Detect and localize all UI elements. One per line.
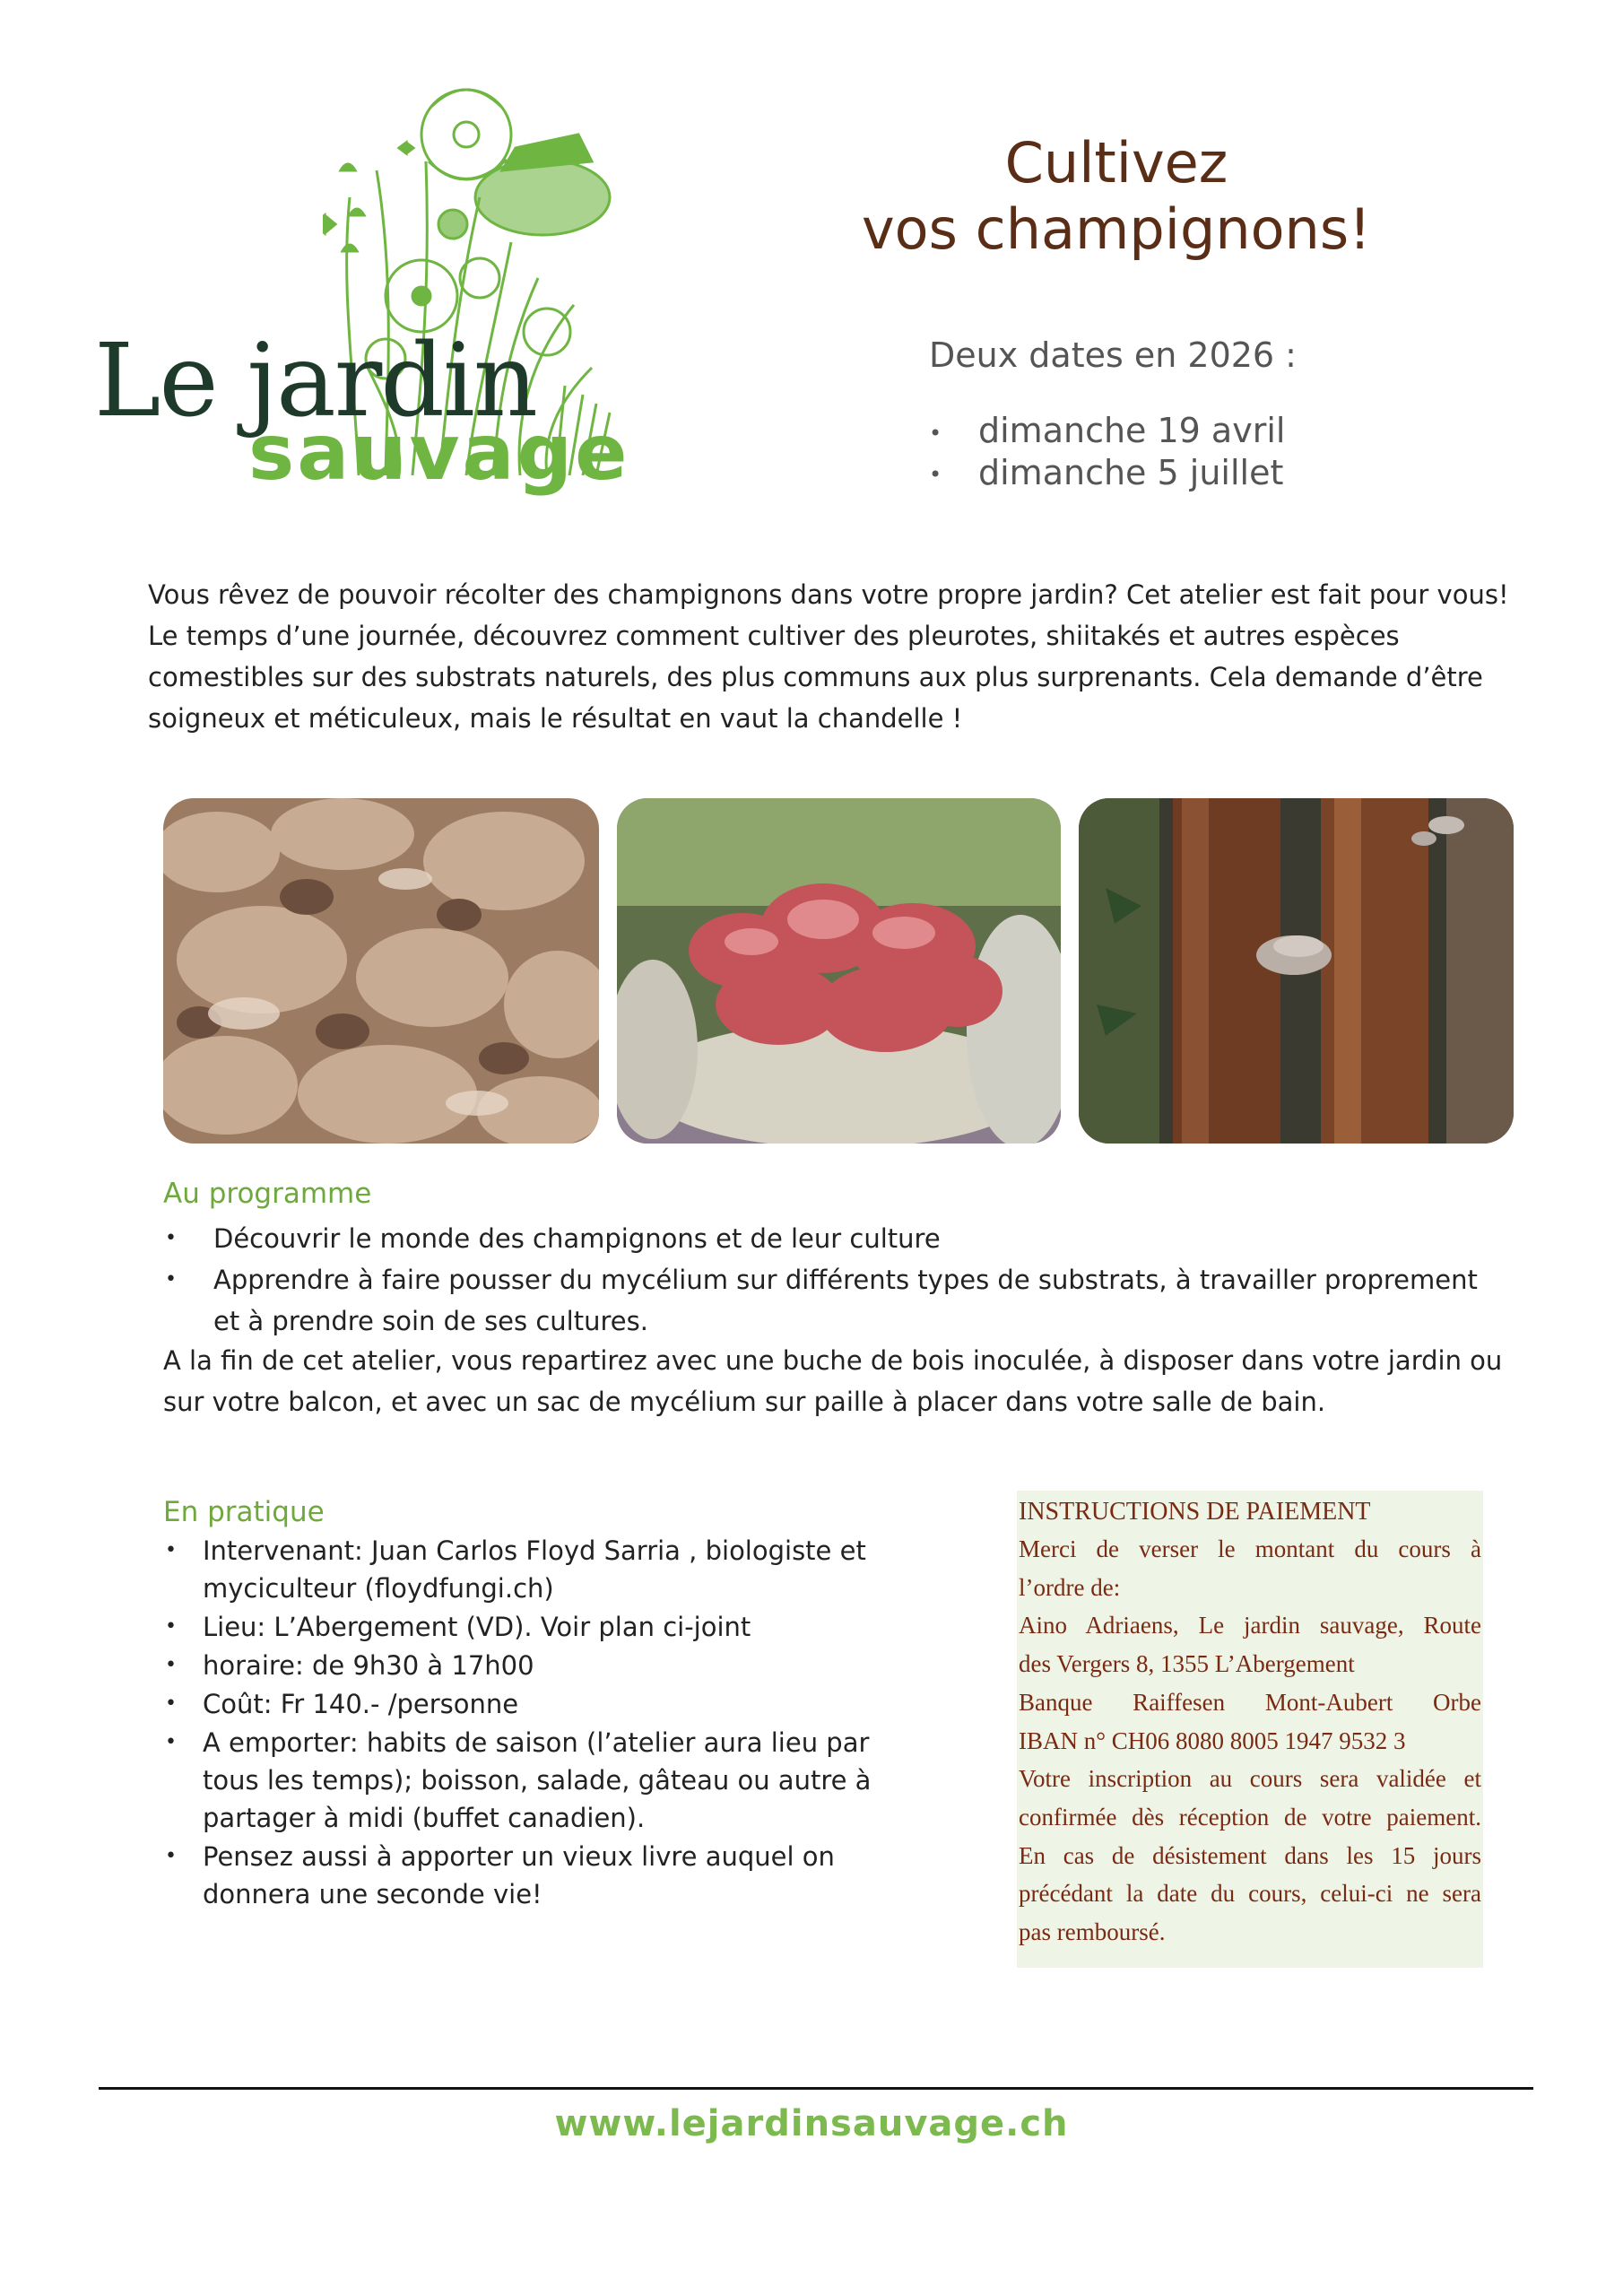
intro-paragraph: Vous rêvez de pouvoir récolter des champignons dans votre propre jardin? Cet atelier est fait pour vous! Le temps d’une journée, découvrez comment cultiver des pleurotes, shiitakés et autres espèces comestibles sur des substrats naturels, des plus communs aux plus surprenants. Cela demande d’être soigneux et méticuleux, mais le résultat en vaut la chandelle !	[148, 579, 1509, 734]
bullet-icon: •	[165, 1731, 177, 1753]
programme-heading: Au programme	[163, 1178, 372, 1210]
photo-mycelium-substrate	[163, 798, 599, 1144]
payment-line: l’ordre de:	[1019, 1573, 1121, 1601]
payment-line: Votre inscription au cours sera validée et	[1019, 1765, 1481, 1793]
bullet-icon: •	[165, 1845, 177, 1867]
payment-instructions-box	[1017, 1491, 1483, 1968]
dates-heading: Deux dates en 2026 :	[929, 335, 1297, 375]
logo-text-sauvage: sauvage	[248, 408, 630, 498]
payment-line: précédant la date du cours, celui-ci ne sera	[1019, 1880, 1481, 1908]
dates-list	[929, 411, 1285, 494]
website-link[interactable]: www.lejardinsauvage.ch	[554, 2103, 1069, 2144]
bullet-icon: •	[165, 1227, 177, 1249]
programme-list	[163, 1218, 1508, 1342]
list-item: • Découvrir le monde des champignons et de leur culture	[163, 1218, 1508, 1259]
list-item: • Pensez aussi à apporter un vieux livre auquel on donnera une seconde vie!	[163, 1838, 898, 1913]
payment-line: des Vergers 8, 1355 L’Abergement	[1019, 1650, 1355, 1678]
payment-line: Banque Raiffesen Mont-Aubert Orbe	[1019, 1688, 1481, 1716]
bullet-icon: •	[929, 462, 942, 487]
date-item: • dimanche 19 avril	[929, 411, 1285, 453]
footer-divider	[99, 2087, 1533, 2090]
list-item: • Apprendre à faire pousser du mycélium sur différents types de substrats, à travailler proprement et à prendre soin de ses cultures.	[163, 1259, 1508, 1342]
pratique-list	[163, 1532, 898, 1914]
payment-line: IBAN n° CH06 8080 8005 1947 9532 3	[1019, 1726, 1406, 1754]
bullet-icon: •	[165, 1692, 177, 1715]
list-item: • Lieu: L’Abergement (VD). Voir plan ci-joint	[163, 1608, 898, 1646]
list-item: • horaire: de 9h30 à 17h00	[163, 1647, 898, 1684]
bullet-icon: •	[929, 420, 942, 446]
list-item: • Coût: Fr 140.- /personne	[163, 1685, 898, 1723]
bullet-icon: •	[165, 1539, 177, 1561]
list-item: • A emporter: habits de saison (l’atelier aura lieu par tous les temps); boisson, salade, gâteau ou autre à partager à midi (buffet canadien).	[163, 1724, 898, 1837]
page-title	[843, 130, 1390, 264]
title-line-1: Cultivez	[1004, 130, 1228, 196]
payment-line: En cas de désistement dans les 15 jours	[1019, 1841, 1481, 1869]
programme-outro: A la fin de cet atelier, vous repartirez avec une buche de bois inoculée, à disposer dans votre jardin ou sur votre balcon, et avec un sac de mycélium sur paille à placer dans votre salle de bain.	[163, 1345, 1503, 1417]
payment-text	[1019, 1530, 1481, 1952]
payment-line: confirmée dès réception de votre paiement.	[1019, 1803, 1481, 1831]
list-item: • Intervenant: Juan Carlos Floyd Sarria , biologiste et myciculteur (floydfungi.ch)	[163, 1532, 898, 1607]
bullet-icon: •	[165, 1615, 177, 1638]
payment-line: Merci de verser le montant du cours à	[1019, 1535, 1481, 1562]
payment-line: pas remboursé.	[1019, 1918, 1166, 1946]
photo-pink-oyster-mushroom	[617, 798, 1061, 1144]
payment-title: INSTRUCTIONS DE PAIEMENT	[1019, 1498, 1371, 1526]
photo-logs-with-mushrooms	[1079, 798, 1514, 1144]
logo	[85, 54, 630, 502]
title-line-2: vos champignons!	[861, 196, 1372, 263]
date-item: • dimanche 5 juillet	[929, 453, 1285, 495]
logo-text-le-jardin: Le jardin	[94, 323, 536, 439]
bullet-icon: •	[165, 1268, 177, 1291]
pratique-heading: En pratique	[163, 1496, 325, 1528]
bullet-icon: •	[165, 1654, 177, 1676]
payment-line: Aino Adriaens, Le jardin sauvage, Route	[1019, 1612, 1481, 1639]
